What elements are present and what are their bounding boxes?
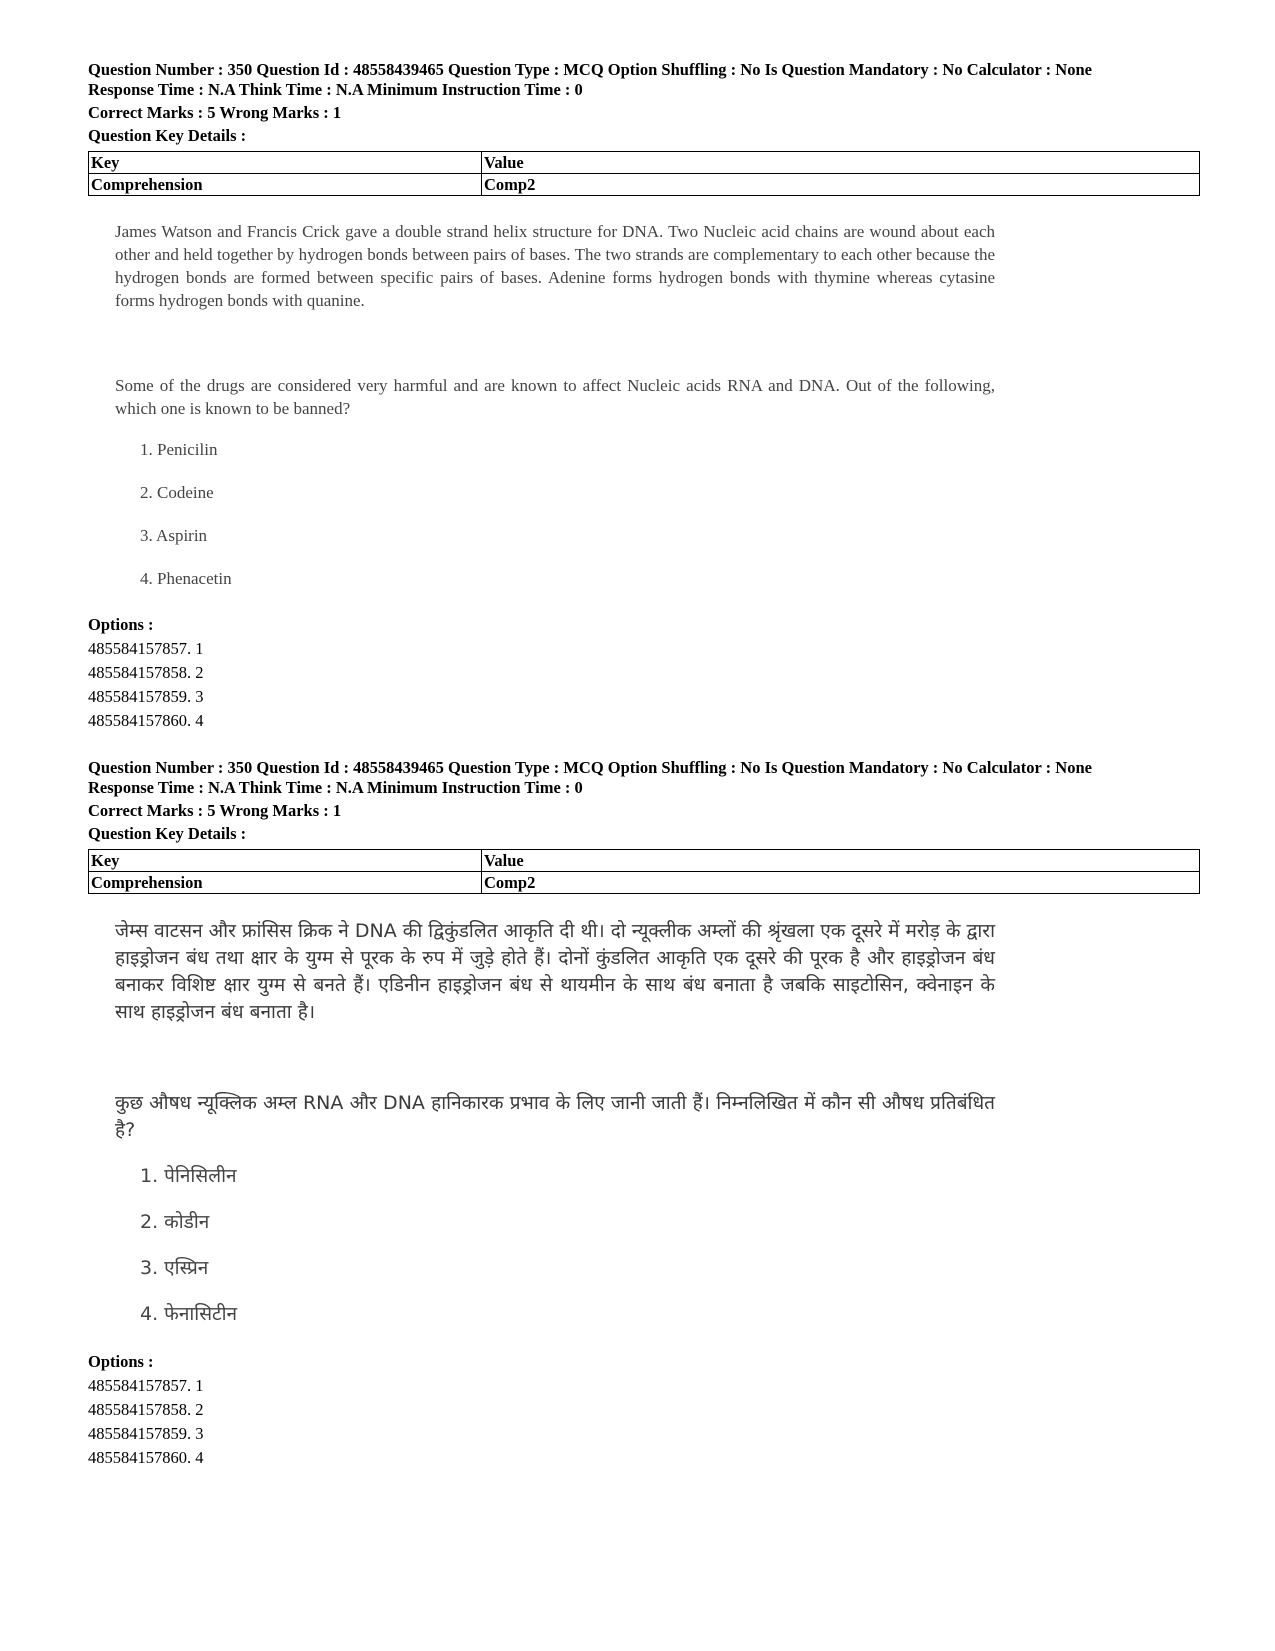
list-item: 3. Aspirin xyxy=(140,526,208,545)
list-item: 1. Penicilin xyxy=(140,440,218,459)
passage-text: James Watson and Francis Crick gave a double strand helix structure for DNA. Two Nucleic acid chains are wound about each other and held together by hydrogen bonds between pairs of bases. The two strands are complementary to each other because the hydrogen bonds are formed between specific pairs of bases. Adenine forms hydrogen bonds with thymine whereas cytasine forms hydrogen bonds with quanine. xyxy=(115,222,995,310)
question-text: Some of the drugs are considered very harmful and are known to affect Nucleic acids RNA and DNA. Out of the following, which one is known to be banned? xyxy=(115,376,995,418)
options-label: Options : xyxy=(88,615,154,634)
table-cell-key: Comprehension xyxy=(89,174,482,196)
question-header-hi xyxy=(88,758,1200,894)
marks-line: Correct Marks : 5 Wrong Marks : 1 xyxy=(88,103,342,122)
option-item: 485584157858. 2 xyxy=(88,1400,204,1419)
table-header-value: Value xyxy=(482,152,1200,174)
question-text-hi xyxy=(115,1090,995,1144)
table-header-value: Value xyxy=(482,850,1200,872)
options-block-en xyxy=(88,613,204,733)
question-text-en xyxy=(115,374,995,420)
list-item: 2. कोडीन xyxy=(140,1211,210,1233)
option-item: 485584157857. 1 xyxy=(88,1376,204,1395)
table-cell-value: Comp2 xyxy=(482,872,1200,894)
question-meta-line2: Response Time : N.A Think Time : N.A Minimum Instruction Time : 0 xyxy=(88,778,583,797)
question-meta-line1: Question Number : 350 Question Id : 48558439465 Question Type : MCQ Option Shuffling : No Is Question Mandatory : No Calculator : None xyxy=(88,758,1092,777)
table-cell-key: Comprehension xyxy=(89,872,482,894)
list-item: 1. पेनिसिलीन xyxy=(140,1165,237,1187)
option-item: 485584157857. 1 xyxy=(88,639,204,658)
option-item: 485584157859. 3 xyxy=(88,1424,204,1443)
option-item: 485584157860. 4 xyxy=(88,711,204,730)
option-item: 485584157859. 3 xyxy=(88,687,204,706)
comprehension-passage-hi xyxy=(115,918,995,1026)
list-item: 4. फेनासिटीन xyxy=(140,1303,238,1325)
key-details-table xyxy=(88,849,1200,894)
question-header-en xyxy=(88,60,1200,196)
question-meta-line2: Response Time : N.A Think Time : N.A Minimum Instruction Time : 0 xyxy=(88,80,583,99)
table-header-key: Key xyxy=(89,850,482,872)
key-details-table xyxy=(88,151,1200,196)
option-item: 485584157858. 2 xyxy=(88,663,204,682)
options-label: Options : xyxy=(88,1352,154,1371)
table-row xyxy=(89,174,1200,196)
question-text: कुछ औषध न्यूक्लिक अम्ल RNA और DNA हानिकारक प्रभाव के लिए जानी जाती हैं। निम्नलिखित में कौन सी औषध प्रतिबंधित है? xyxy=(115,1092,995,1141)
options-block-hi xyxy=(88,1350,204,1470)
question-meta-line1: Question Number : 350 Question Id : 48558439465 Question Type : MCQ Option Shuffling : No Is Question Mandatory : No Calculator : None xyxy=(88,60,1092,79)
key-details-label: Question Key Details : xyxy=(88,824,247,843)
option-item: 485584157860. 4 xyxy=(88,1448,204,1467)
key-details-label: Question Key Details : xyxy=(88,126,247,145)
table-header-key: Key xyxy=(89,152,482,174)
table-header-row xyxy=(89,152,1200,174)
marks-line: Correct Marks : 5 Wrong Marks : 1 xyxy=(88,801,342,820)
table-row xyxy=(89,872,1200,894)
comprehension-passage-en xyxy=(115,220,995,312)
table-cell-value: Comp2 xyxy=(482,174,1200,196)
list-item: 4. Phenacetin xyxy=(140,569,232,588)
list-item: 3. एस्प्रिन xyxy=(140,1257,209,1279)
passage-text: जेम्स वाटसन और फ्रांसिस क्रिक ने DNA की द्विकुंडलित आकृति दी थी। दो न्यूक्लीक अम्लों की श्रृंखला एक दूसरे में मरोड़ के द्वारा हाइड्रोजन बंध तथा क्षार के युग्म से पूरक के रुप में जुड़े होते हैं। दोनों कुंडलित आकृति एक दूसरे की पूरक है और हाइड्रोजन बंध बनाकर विशिष्ट क्षार युग्म से बनते हैं। एडिनीन हाइड्रोजन बंध से थायमीन के साथ बंध बनाता है जबकि साइटोसिन, क्वेनाइन के साथ हाइड्रोजन बंध बनाता है। xyxy=(115,920,995,1023)
table-header-row xyxy=(89,850,1200,872)
list-item: 2. Codeine xyxy=(140,483,214,502)
